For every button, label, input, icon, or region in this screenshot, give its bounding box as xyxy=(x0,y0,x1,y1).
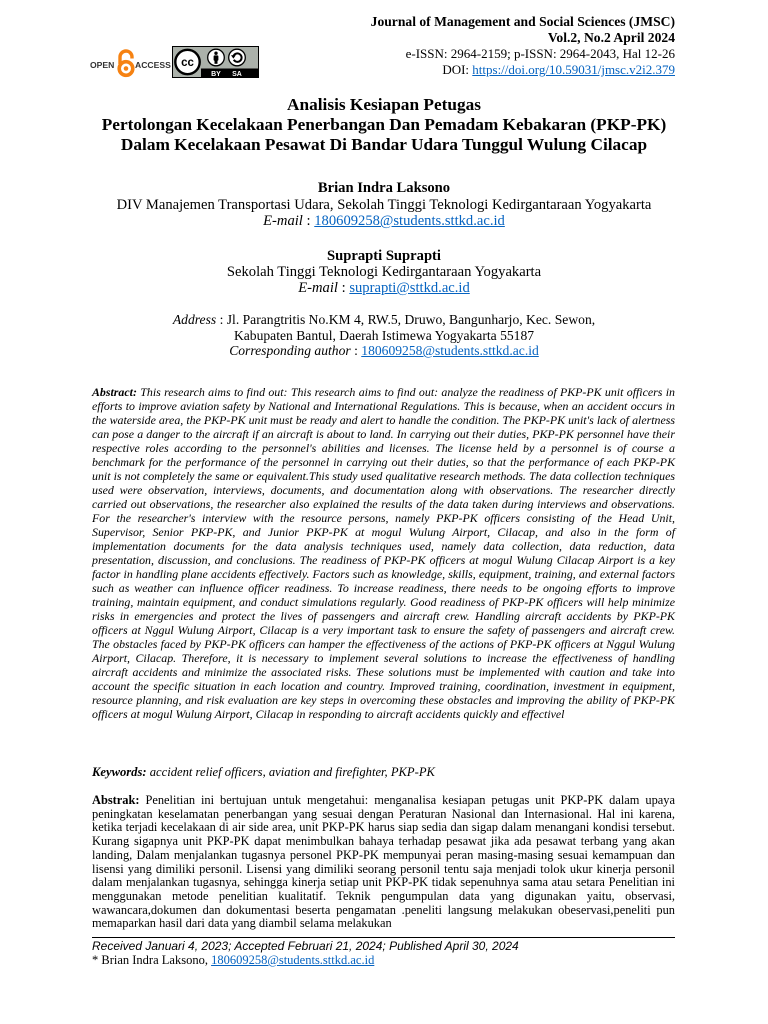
cc-icon xyxy=(175,50,199,74)
footer-divider xyxy=(92,937,675,938)
email-label: E-mail xyxy=(298,280,338,296)
attribution-person-icon xyxy=(208,49,225,66)
open-access-logo xyxy=(89,47,171,79)
author-email-link[interactable]: suprapti@sttkd.ac.id xyxy=(349,280,470,296)
author-name: Suprapti Suprapti xyxy=(327,248,441,264)
author-name: Brian Indra Laksono xyxy=(317,180,451,196)
keywords-text: accident relief officers, aviation and firefighter, PKP-PK xyxy=(149,765,435,779)
journal-volume: Vol.2, No.2 April 2024 xyxy=(547,30,675,45)
corresponding-email-link[interactable]: 180609258@students.sttkd.ac.id xyxy=(361,343,539,358)
abstrak-text: Penelitian ini bertujuan untuk mengetahui: menganalisa kesiapan petugas unit PKP-PK dalam upaya peningkatan keselamatan penerbangan yang sesuai dengan Peraturan Nasional dan Internasional. Hal ini karena, ketika terjadi kecelakaan di air side area, unit PKP-PK harus siap sedia dan sigap dalam menangani kondisi tersebut. Kurang sigapnya unit PKP-PK dapat menimbulkan bahaya terhadap pesawat jika ada pesawat terbang yang akan landing, Dalam menjalankan tugasnya personel PKP-PK mempunyai peran masing-masing sesuai kemampuan dan lisensi yang dimiliki personil. Lisensi yang dimiliki seorang personil tentu saja menjadi tolok ukur kinerja personil dalam menjalankan tugasnya, sehingga kinerja setiap unit PKP-PK tidak sepenuhnya sama atau setara Penelitian ini menggunakan metode penelitian kualitatif. Teknik pengumpulan data yang digunakan yaitu, observasi, wawancara,dokumen dan dokumentasi beserta pengamatan .peneliti langsung melakukan obeservasi,peneliti pun memaparkan hasil dari data yang diambil selama melakukan xyxy=(92,793,675,931)
title-line-1: Analisis Kesiapan Petugas xyxy=(287,95,481,114)
abstract-label: Abstract: xyxy=(92,385,137,399)
author-block-1 xyxy=(60,180,708,230)
open-lock-icon xyxy=(119,51,133,75)
abstrak-paragraph xyxy=(92,794,675,931)
address-text-1: Jl. Parangtritis No.KM 4, RW.5, Druwo, Bangunharjo, Kec. Sewon, xyxy=(226,312,596,327)
open-access-word-open: OPEN xyxy=(90,60,115,70)
author-affiliation: DIV Manajemen Transportasi Udara, Sekolah Tinggi Teknologi Kedirgantaraan Yogyakarta xyxy=(116,196,652,213)
author-block-2 xyxy=(60,248,708,296)
cc-by-sa-badge xyxy=(172,46,259,78)
author-email-line xyxy=(60,280,708,296)
publication-dates: Received Januari 4, 2023; Accepted Februari 21, 2024; Published April 30, 2024 xyxy=(92,939,519,953)
doi-link[interactable]: https://doi.org/10.59031/jmsc.v2i2.379 xyxy=(472,62,675,77)
doi-label: DOI: xyxy=(442,62,470,77)
title-line-3: Dalam Kecelakaan Pesawat Di Bandar Udara Tunggul Wulung Cilacap xyxy=(120,135,648,154)
title-line-2: Pertolongan Kecelakaan Penerbangan Dan Pemadam Kebakaran (PKP-PK) xyxy=(101,115,667,134)
abstrak-label: Abstrak: xyxy=(92,793,140,807)
open-access-word-access: ACCESS xyxy=(135,60,171,70)
email-separator: : xyxy=(306,213,311,229)
corresponding-label: Corresponding author xyxy=(229,343,351,358)
address-line-2: Kabupaten Bantul, Daerah Istimewa Yogyakarta 55187 xyxy=(233,327,535,343)
email-label: E-mail xyxy=(263,213,303,229)
journal-title: Journal of Management and Social Sciences (JMSC) xyxy=(370,14,675,29)
address-block xyxy=(60,312,708,359)
journal-issn: e-ISSN: 2964-2159; p-ISSN: 2964-2043, Hal 12-26 xyxy=(405,46,675,61)
share-alike-icon xyxy=(229,49,246,66)
author-email-line xyxy=(60,213,708,230)
abstract-text: This research aims to find out: This research aims to find out: analyze the readiness of PKP-PK unit officers in efforts to improve aviation safety by National and International Regulations. This is because, when an accident occurs in the waterside area, the PKP-PK unit must be ready and alert to handle the condition. The PKP-PK unit's lack of alertness can pose a danger to the aircraft if an aircraft is about to land. In carrying out their duties, PKP-PK personnel have their respective roles according to the personnel's abilities and licenses. The license held by a personnel is of course a benchmark for the performance of the personnel in carrying out their duties, so that the performance of each PKP-PK unit is not completely the same or equivalent.This study used qualitative research methods. The data collection techniques used were observation, interviews, documents, and documentation along with observations. The researcher directly carried out observations, the researcher also explained the results of the data taken during interviews and observations. For the researcher's interview with the resource persons, namely PKP-PK officers consisting of the Head Unit, Supervisor, Senior PKP-PK, and Junior PKP-PK at mogul Wulung Airport, Cilacap, and also in the form of implementation documents for the data analysis techniques used, namely data collection, data reduction, data presentation, discussion, and conclusions. The readiness of PKP-PK officers at mogul Wulung Cilacap Airport is a key factor in handling plane accidents effectively. Factors such as knowledge, skills, equipment, training, and external factors such as weather can influence officer readiness. To increase readiness, there needs to be ongoing efforts to improve training, maintain equipment, and conduct simulations regularly. Good readiness of PKP-PK officers will help minimize risks in emergencies and protect the lives of passengers and aircraft crew. Handling aircraft accidents by PKP-PK officers at Nggul Wulung Airport, Cilacap is a very important task to ensure the safety of passengers and aircraft crew. The obstacles faced by PKP-PK officers can hamper the effectiveness of the actions of PKP-PK officers at Nggul Wulung Airport, Cilacap. Therefore, it is necessary to implement several solutions to increase the effectiveness of handling aircraft accidents and minimize the associated risks. These solutions must be implemented with caution and take into account the specific situation in each location and country. Improved training, coordination, investment in equipment, resource planning, and risk evaluation are key steps in overcoming these obstacles and improving the ability of PKP-PK officers at mogul Wulung Airport, Cilacap in responding to aircraft accidents quickly and effectivel xyxy=(92,385,675,721)
author-email-link[interactable]: 180609258@students.sttkd.ac.id xyxy=(314,213,505,229)
badge-by-label: BY xyxy=(211,71,221,78)
footnote-author-name: * Brian Indra Laksono, xyxy=(92,953,208,967)
corresponding-author-line xyxy=(60,343,708,359)
badge-sa-label: SA xyxy=(232,71,242,78)
cc-text: cc xyxy=(181,57,194,69)
badge-label-strip xyxy=(201,69,258,78)
paper-title xyxy=(60,95,708,155)
keywords-label: Keywords: xyxy=(92,765,147,779)
footnote-author xyxy=(92,953,374,967)
keywords-line xyxy=(92,765,675,779)
journal-header xyxy=(255,14,675,78)
abstract-paragraph xyxy=(92,385,675,721)
author-affiliation: Sekolah Tinggi Teknologi Kedirgantaraan Yogyakarta xyxy=(226,264,542,280)
email-separator: : xyxy=(341,280,346,296)
address-separator: : xyxy=(219,312,224,327)
doi-line xyxy=(255,62,675,78)
address-label: Address xyxy=(172,312,217,327)
footnote-email-link[interactable]: 180609258@students.sttkd.ac.id xyxy=(211,953,375,967)
corresponding-separator: : xyxy=(354,343,358,358)
address-line-1 xyxy=(60,312,708,328)
